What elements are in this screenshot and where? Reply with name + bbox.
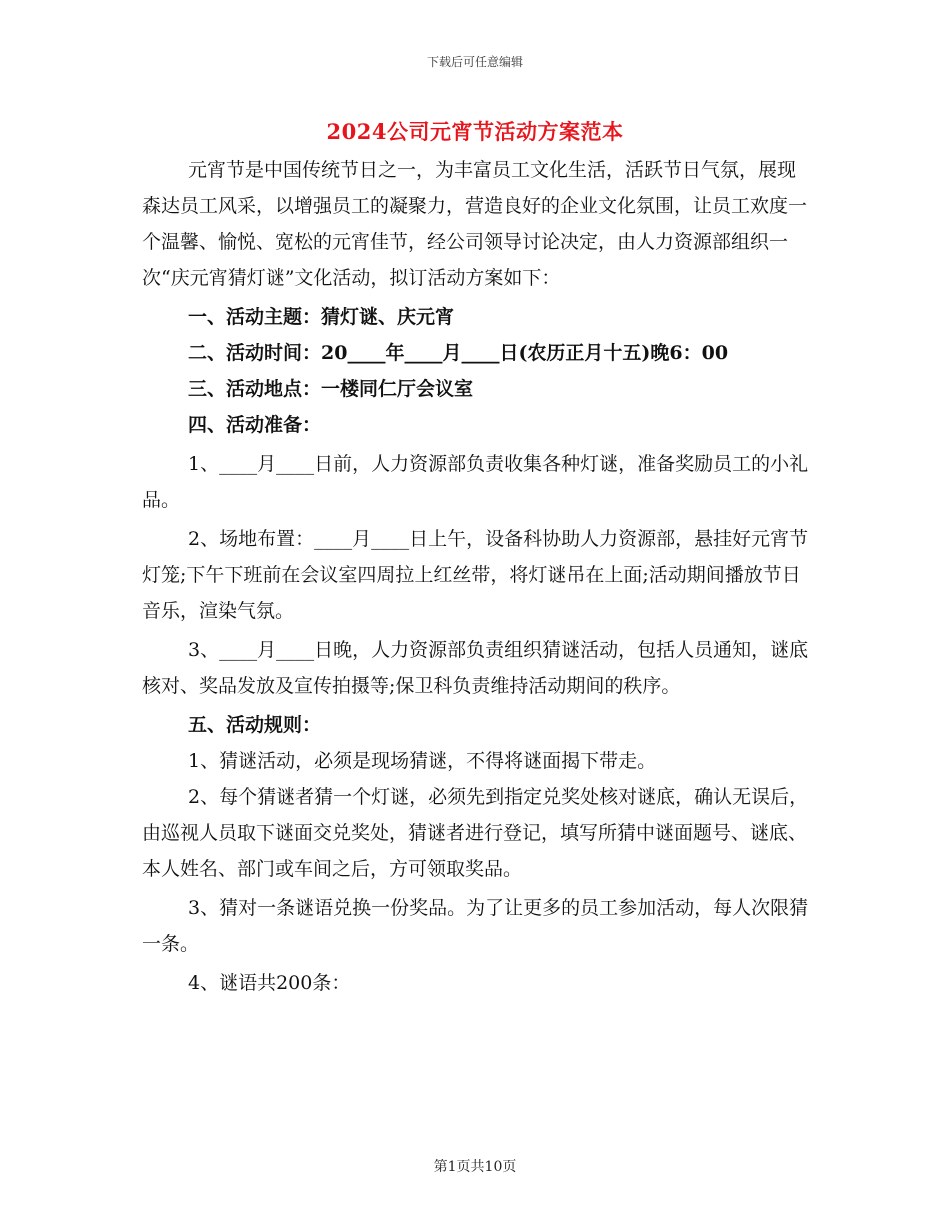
prep-item-1: 1、____月____日前，人力资源部负责收集各种灯谜，准备奖励员工的小礼品。 (142, 453, 809, 511)
rule-item-4: 4、谜语共200条： (188, 972, 351, 994)
header-note: 下载后可任意编辑 (426, 55, 523, 69)
section-heading-preparation: 四、活动准备： (188, 414, 322, 436)
section-heading-time: 二、活动时间：20____年____月____日(农历正月十五)晚6：00 (188, 342, 729, 364)
rule-item-2: 2、每个猜谜者猜一个灯谜，必须先到指定兑奖处核对谜底，确认无误后，由巡视人员取下谜面交兑奖处，猜谜者进行登记，填写所猜中谜面题号、谜底、本人姓名、部门或车间之后，方可领取奖品。 (142, 786, 809, 880)
section-heading-rules: 五、活动规则： (188, 714, 322, 736)
section-heading-theme: 一、活动主题：猜灯谜、庆元宵 (188, 306, 455, 328)
prep-item-2: 2、场地布置：____月____日上午，设备科协助人力资源部，悬挂好元宵节灯笼;下午下班前在会议室四周拉上红丝带，将灯谜吊在上面;活动期间播放节日音乐，渲染气氛。 (142, 528, 809, 622)
rule-item-1: 1、猜谜活动，必须是现场猜谜，不得将谜面揭下带走。 (188, 750, 657, 772)
page-footer: 第1页共10页 (433, 1159, 517, 1175)
document-body (142, 152, 812, 1001)
section-heading-location: 三、活动地点：一楼同仁厅会议室 (188, 378, 474, 400)
document-title: 2024公司元宵节活动方案范本 (326, 119, 624, 144)
rule-item-3: 3、猜对一条谜语兑换一份奖品。为了让更多的员工参加活动，每人次限猜一条。 (142, 897, 809, 955)
intro-paragraph: 元宵节是中国传统节日之一，为丰富员工文化生活，活跃节日气氛，展现森达员工风采，以增强员工的凝聚力，营造良好的企业文化氛围，让员工欢度一个温馨、愉悦、宽松的元宵佳节，经公司领导讨论决定，由人力资源部组织一次“庆元宵猜灯谜”文化活动，拟订活动方案如下： (142, 159, 808, 289)
prep-item-3: 3、____月____日晚，人力资源部负责组织猜谜活动，包括人员通知，谜底核对、奖品发放及宣传拍摄等;保卫科负责维持活动期间的秩序。 (142, 639, 809, 697)
